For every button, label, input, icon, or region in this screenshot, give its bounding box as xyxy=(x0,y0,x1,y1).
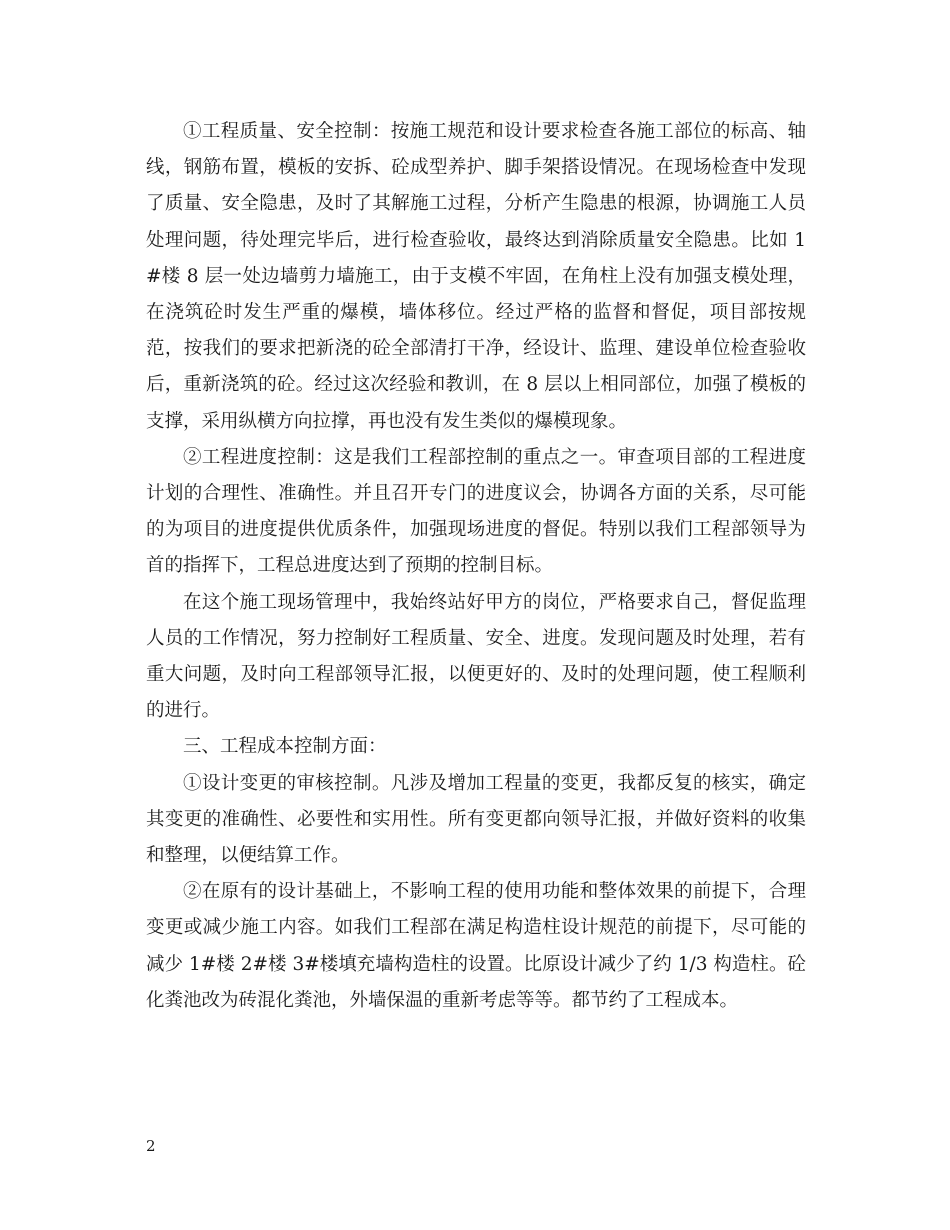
paragraph-design-optimization: ②在原有的设计基础上，不影响工程的使用功能和整体效果的前提下，合理变更或减少施工内容。如我们工程部在满足构造柱设计规范的前提下，尽可能的减少 1#楼 2#楼 3#楼填充墙构造柱的设置。比原设计减少了约 1/3 构造柱。砼化粪池改为砖混化粪池，外墙保温的重新考虑等等。都节约了工程成本。 xyxy=(146,881,806,1011)
page-number: 2 xyxy=(146,1137,156,1155)
paragraph-schedule-control: ②工程进度控制：这是我们工程部控制的重点之一。审查项目部的工程进度计划的合理性、准确性。并且召开专门的进度议会，协调各方面的关系，尽可能的为项目的进度提供优质条件，加强现场进度的督促。特别以我们工程部领导为首的指挥下，工程总进度达到了预期的控制目标。 xyxy=(146,446,806,577)
paragraph-quality-safety-control: ①工程质量、安全控制：按施工规范和设计要求检查各施工部位的标高、轴线，钢筋布置，模板的安拆、砼成型养护、脚手架搭设情况。在现场检查中发现了质量、安全隐患，及时了其解施工过程，分析产生隐患的根源，协调施工人员处理问题，待处理完毕后，进行检查验收，最终达到消除质量安全隐患。比如 1#楼 8 层一处边墙剪力墙施工，由于支模不牢固，在角柱上没有加强支模处理，在浇筑砼时发生严重的爆模，墙体移位。经过严格的监督和督促，项目部按规范，按我们的要求把新浇的砼全部清打干净，经设计、监理、建设单位检查验收后，重新浇筑的砼。经过这次经验和教训，在 8 层以上相同部位，加强了模板的支撑，采用纵横方向拉撑，再也没有发生类似的爆模现象。 xyxy=(146,121,806,432)
document-body xyxy=(146,114,806,1019)
paragraph-site-management: 在这个施工现场管理中，我始终站好甲方的岗位，严格要求自己，督促监理人员的工作情况，努力控制好工程质量、安全、进度。发现问题及时处理，若有重大问题，及时向工程部领导汇报，以便更好的、及时的处理问题，使工程顺利的进行。 xyxy=(146,591,806,722)
paragraph-design-change-review: ①设计变更的审核控制。凡涉及增加工程量的变更，我都反复的核实，确定其变更的准确性、必要性和实用性。所有变更都向领导汇报，并做好资料的收集和整理，以便结算工作。 xyxy=(146,772,806,867)
section-heading-cost-control: 三、工程成本控制方面： xyxy=(183,736,387,758)
